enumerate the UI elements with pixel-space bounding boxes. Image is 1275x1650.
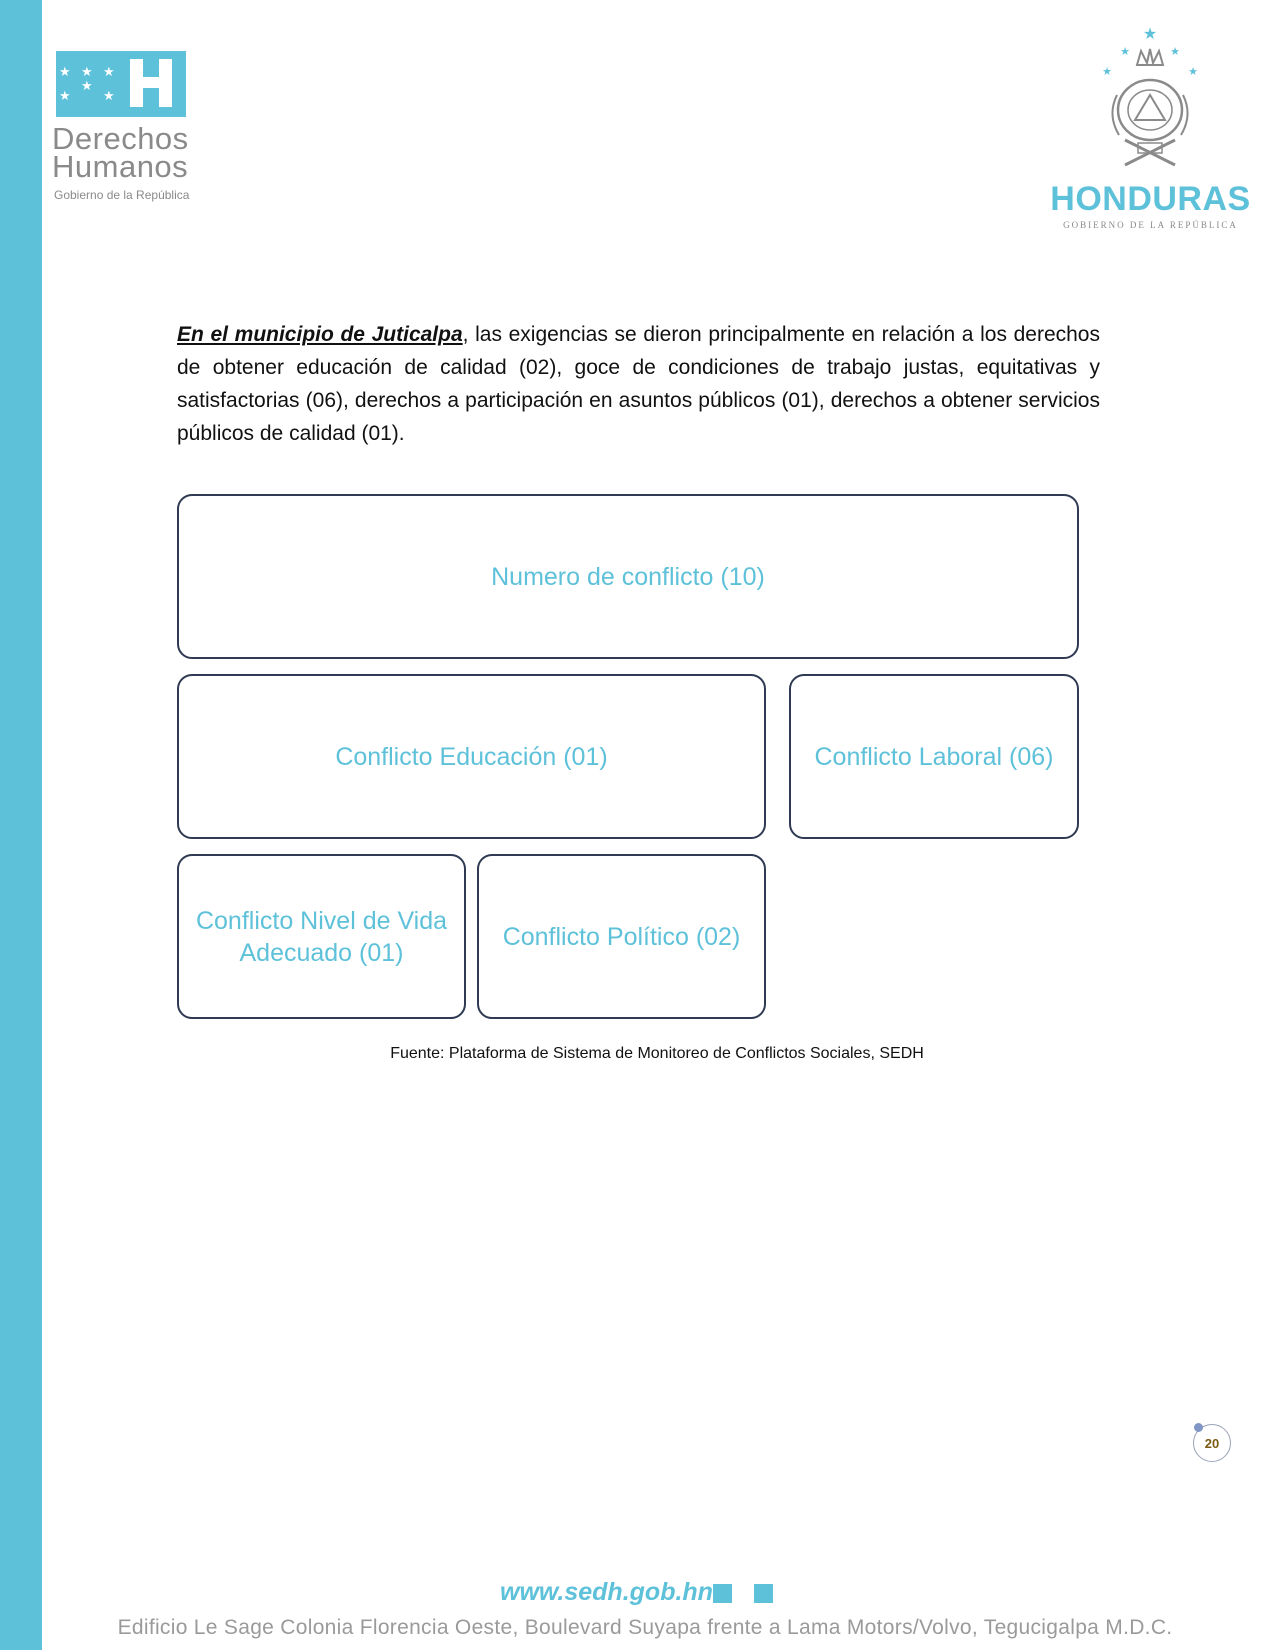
star-icon: ★ bbox=[103, 88, 115, 103]
logo-title bbox=[52, 121, 189, 184]
derechos-humanos-logo-mark bbox=[56, 51, 186, 117]
honduras-subtitle: GOBIERNO DE LA REPÚBLICA bbox=[1063, 220, 1238, 230]
page-number-dot bbox=[1194, 1423, 1203, 1432]
honduras-coat-of-arms-icon bbox=[1095, 25, 1205, 175]
svg-text:★: ★ bbox=[1170, 46, 1180, 58]
conflict-living-standard-box: Conflicto Nivel de Vida Adecuado (01) bbox=[177, 854, 466, 1019]
honduras-wordmark: HONDURAS bbox=[1050, 180, 1251, 218]
logo-subtitle: Gobierno de la República bbox=[54, 188, 190, 202]
conflict-education-box: Conflicto Educación (01) bbox=[177, 674, 766, 839]
h-letter-icon bbox=[128, 55, 174, 111]
paragraph-lead: En el municipio de Juticalpa bbox=[177, 323, 463, 346]
footer-address: Edificio Le Sage Colonia Florencia Oeste, Boulevard Suyapa frente a Lama Motors/Volvo, Tegucigalpa M.D.C. bbox=[117, 1616, 1173, 1639]
star-icon: ★ bbox=[81, 78, 93, 93]
star-icon: ★ bbox=[103, 64, 115, 79]
footer-square-icon bbox=[713, 1584, 732, 1603]
logo-title-line2: Humanos bbox=[52, 149, 189, 184]
body-paragraph bbox=[177, 318, 1100, 450]
source-caption: Fuente: Plataforma de Sistema de Monitoreo de Conflictos Sociales, SEDH bbox=[390, 1045, 924, 1062]
logo-title-line1: Derechos bbox=[52, 121, 189, 156]
svg-text:★: ★ bbox=[1188, 66, 1198, 78]
svg-text:★: ★ bbox=[1142, 26, 1158, 43]
svg-text:★: ★ bbox=[1102, 66, 1112, 78]
conflict-total-box: Numero de conflicto (10) bbox=[177, 494, 1079, 659]
star-icon: ★ bbox=[59, 88, 71, 103]
page-number: 20 bbox=[1193, 1424, 1231, 1462]
star-icon: ★ bbox=[81, 64, 93, 79]
footer-website-link[interactable]: www.sedh.gob.hn bbox=[500, 1578, 713, 1606]
paragraph-text: , las exigencias se dieron principalmente en relación a los derechos de obtener educación de calidad (02), goce de condiciones de trabajo justas, equitativas y satisfactorias (06), derechos a participación en asuntos públicos (01), derechos a obtener servicios públicos de calidad (01). bbox=[177, 323, 1100, 445]
conflict-labor-box: Conflicto Laboral (06) bbox=[789, 674, 1079, 839]
left-accent-bar bbox=[0, 0, 42, 1650]
conflict-political-box: Conflicto Político (02) bbox=[477, 854, 766, 1019]
star-icon: ★ bbox=[59, 64, 71, 79]
svg-text:★: ★ bbox=[1120, 46, 1130, 58]
footer-square-icon bbox=[754, 1584, 773, 1603]
